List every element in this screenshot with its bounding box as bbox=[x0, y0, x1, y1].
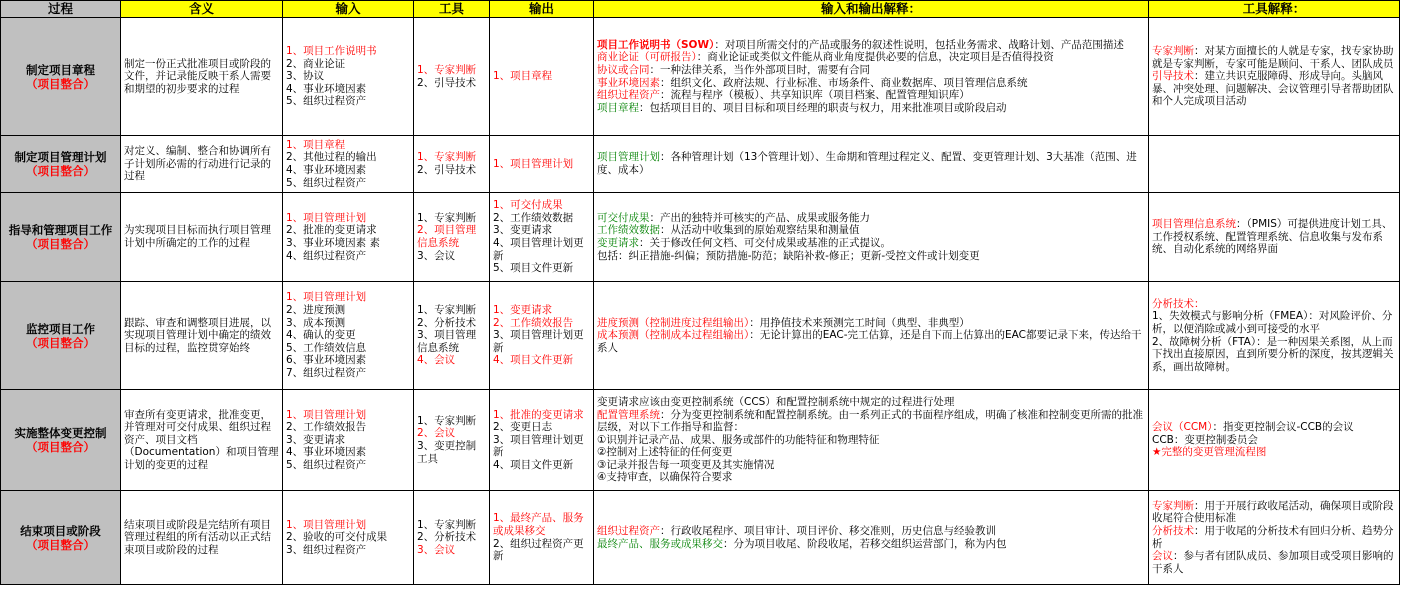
io-explain-line bbox=[597, 525, 1145, 538]
tools-explain-line bbox=[1152, 336, 1396, 374]
output-item: 1、最终产品、服务或成果移交 bbox=[493, 512, 584, 537]
table-row bbox=[1, 491, 1400, 585]
tools-cell bbox=[414, 390, 490, 491]
outputs-cell bbox=[490, 282, 594, 390]
explain-label: 项目管理信息系统 bbox=[1152, 218, 1236, 231]
tool-item: 2、引导技术 bbox=[417, 164, 477, 176]
tool-item: 1、专家判断 bbox=[417, 518, 477, 531]
tool-item: 3、会议 bbox=[417, 249, 456, 262]
io-explain-line bbox=[597, 89, 1145, 102]
meaning-cell: 制定一份正式批准项目或阶段的文件，并记录能反映干系人需要和期望的初步要求的过程 bbox=[121, 18, 283, 136]
io-explain-cell bbox=[594, 282, 1149, 390]
outputs-cell bbox=[490, 18, 594, 136]
input-item: 5、组织过程资产 bbox=[286, 176, 367, 189]
tools-explain-cell bbox=[1149, 282, 1400, 390]
io-explain-line bbox=[597, 64, 1145, 77]
input-item: 2、批准的变更请求 bbox=[286, 224, 377, 237]
explain-label: 成本预测（控制成本过程组输出） bbox=[597, 329, 750, 342]
explain-text: 包括：纠正措施-纠偏；预防措施-防范；缺陷补救-修正；更新-受控文件或计划变更 bbox=[597, 249, 980, 262]
tool-item: 4、会议 bbox=[417, 354, 456, 367]
tools-explain-line bbox=[1152, 298, 1396, 311]
input-item: 2、商业论证 bbox=[286, 57, 346, 70]
io-explain-line bbox=[597, 77, 1145, 90]
header-outputs: 输出 bbox=[490, 1, 594, 18]
input-item: 1、项目管理计划 bbox=[286, 518, 367, 531]
output-item: 3、项目管理计划更新 bbox=[493, 329, 584, 354]
header-io-explain: 输入和输出解释： bbox=[594, 1, 1149, 18]
explain-text: ：对某方面擅长的人就是专家，找专家协助就是专家判断，专家可能是顾问、干系人、团队成员 bbox=[1152, 45, 1394, 70]
tool-item: 3、项目管理信息系统 bbox=[417, 329, 477, 354]
explain-text: CCB：变更控制委员会 bbox=[1152, 433, 1258, 446]
input-item: 5、工作绩效信息 bbox=[286, 341, 367, 354]
explain-text: ：流程与程序（模板）、共享知识库（项目档案、配置管理知识库） bbox=[660, 89, 970, 102]
tool-item: 2、分析技术 bbox=[417, 531, 477, 544]
header-process: 过程 bbox=[1, 1, 121, 18]
process-cell bbox=[1, 390, 121, 491]
explain-text: ③记录并报告每一项变更及其实施情况 bbox=[597, 458, 775, 471]
io-explain-line bbox=[597, 39, 1145, 52]
tools-explain-line bbox=[1152, 434, 1396, 447]
output-item: 3、变更请求 bbox=[493, 224, 553, 237]
explain-text: ：关于修改任何文档、可交付成果或基准的正式提议。 bbox=[639, 237, 891, 249]
inputs-cell bbox=[283, 282, 414, 390]
inputs-cell bbox=[283, 193, 414, 282]
meaning-cell: 为实现项目目标而执行项目管理计划中所确定的工作的过程 bbox=[121, 193, 283, 282]
output-item: 1、可交付成果 bbox=[493, 199, 563, 212]
input-item: 7、组织过程资产 bbox=[286, 366, 367, 379]
input-item: 5、组织过程资产 bbox=[286, 458, 367, 471]
header-tools-explain: 工具解释： bbox=[1149, 1, 1400, 18]
input-item: 4、事业环境因素 bbox=[286, 164, 367, 176]
explain-text: 2、故障树分析（FTA）：是一种因果关系图，从上而下找出直接原因，直到所要分析的深度，按其逻辑关系，画出故障树。 bbox=[1152, 335, 1394, 373]
tool-item: 1、专家判断 bbox=[417, 63, 477, 76]
explain-label: 配置管理系统 bbox=[597, 408, 660, 421]
explain-label: 专家判断 bbox=[1152, 45, 1194, 58]
header-inputs: 输入 bbox=[283, 1, 414, 18]
output-item: 4、项目管理计划更新 bbox=[493, 237, 584, 262]
output-item: 1、项目管理计划 bbox=[493, 157, 574, 170]
process-name: 结束项目或阶段 bbox=[20, 523, 101, 538]
knowledge-area: （项目整合） bbox=[26, 335, 95, 350]
explain-text: ：行政收尾程序、项目审计、项目评价、移交准则，历史信息与经验教训 bbox=[660, 524, 996, 537]
input-item: 5、组织过程资产 bbox=[286, 95, 367, 108]
input-item: 3、事业环境因素 素 bbox=[286, 237, 381, 249]
input-item: 2、工作绩效报告 bbox=[286, 421, 367, 434]
io-explain-line bbox=[597, 446, 1145, 459]
explain-text: ：商业论证或类似文件能从商业角度提供必要的信息，决定项目是否值得投资 bbox=[696, 51, 1054, 64]
input-item: 1、项目管理计划 bbox=[286, 211, 367, 224]
process-name: 实施整体变更控制 bbox=[14, 426, 107, 440]
inputs-cell bbox=[283, 491, 414, 585]
input-item: 1、项目管理计划 bbox=[286, 408, 367, 421]
tools-explain-line bbox=[1152, 70, 1396, 108]
process-name: 制定项目管理计划 bbox=[14, 150, 107, 164]
outputs-cell bbox=[490, 491, 594, 585]
tools-explain-line bbox=[1152, 500, 1396, 525]
explain-label: 专家判断 bbox=[1152, 499, 1194, 512]
tools-explain-line bbox=[1152, 525, 1396, 550]
tools-cell bbox=[414, 136, 490, 193]
io-explain-line bbox=[597, 224, 1145, 237]
io-explain-line bbox=[597, 329, 1145, 354]
io-explain-cell bbox=[594, 18, 1149, 136]
input-item: 6、事业环境因素 bbox=[286, 354, 367, 367]
explain-text: ：用于收尾的分析技术有回归分析、趋势分析 bbox=[1152, 524, 1394, 550]
header-tools: 工具 bbox=[414, 1, 490, 18]
knowledge-area: （项目整合） bbox=[26, 164, 95, 178]
table-row bbox=[1, 18, 1400, 136]
outputs-cell bbox=[490, 390, 594, 491]
tools-explain-line bbox=[1152, 45, 1396, 70]
explain-text: ：对项目所需交付的产品或服务的叙述性说明，包括业务需求、战略计划、产品范围描述 bbox=[714, 38, 1124, 51]
output-item: 3、项目管理计划更新 bbox=[493, 433, 584, 459]
table-row bbox=[1, 136, 1400, 193]
io-explain-line bbox=[597, 396, 1145, 409]
output-item: 4、项目文件更新 bbox=[493, 458, 574, 471]
explain-text: ：各种管理计划（13个管理计划）、生命期和管理过程定义、配置、变更管理计划、3大基准（范围、进度、成本） bbox=[597, 151, 1137, 176]
explain-label: 分析技术： bbox=[1152, 297, 1205, 310]
output-item: 2、变更日志 bbox=[493, 421, 553, 434]
explain-text: ：分为变更控制系统和配置控制系统。由一系列正式的书面程序组成，明确了核准和控制变更所需的批准层级，对以下工作指导和监督： bbox=[597, 408, 1143, 434]
io-explain-cell bbox=[594, 193, 1149, 282]
tool-item: 1、专家判断 bbox=[417, 151, 477, 164]
explain-label: 项目章程 bbox=[597, 101, 639, 114]
explain-label: 项目管理计划 bbox=[597, 151, 660, 164]
tool-item: 3、变更控制工具 bbox=[417, 440, 477, 465]
explain-label: 可交付成果 bbox=[597, 211, 650, 224]
explain-text: ：包括项目目的、项目目标和项目经理的职责与权力，用来批准项目或阶段启动 bbox=[639, 101, 1007, 114]
input-item: 1、项目章程 bbox=[286, 138, 346, 151]
tool-item: 2、项目管理信息系统 bbox=[417, 224, 477, 249]
explain-label: 项目工作说明书（SOW） bbox=[597, 38, 715, 51]
input-item: 2、验收的可交付成果 bbox=[286, 531, 388, 544]
process-name: 制定项目章程 bbox=[26, 62, 95, 77]
tools-explain-cell bbox=[1149, 18, 1400, 136]
tool-item: 1、专家判断 bbox=[417, 304, 477, 317]
explain-text: ：建立共识克服障碍、形成导向。头脑风暴、冲突处理、问题解决、会议管理引导者帮助团队和个人完成项目活动 bbox=[1152, 70, 1394, 108]
process-cell bbox=[1, 136, 121, 193]
input-item: 3、成本预测 bbox=[286, 316, 346, 329]
io-explain-line bbox=[597, 459, 1145, 472]
table-row bbox=[1, 390, 1400, 491]
io-explain-cell bbox=[594, 136, 1149, 193]
knowledge-area: （项目整合） bbox=[26, 440, 95, 454]
input-item: 1、项目管理计划 bbox=[286, 291, 367, 304]
explain-label: 商业论证（可研报告） bbox=[597, 51, 697, 64]
tool-item: 2、引导技术 bbox=[417, 76, 477, 89]
explain-label: 会议（CCM） bbox=[1152, 421, 1213, 434]
io-explain-line bbox=[597, 102, 1145, 115]
explain-label: 会议 bbox=[1152, 550, 1173, 563]
knowledge-area: （项目整合） bbox=[26, 76, 95, 91]
explain-text: ：参与者有团队成员、参加项目或受项目影响的干系人 bbox=[1152, 550, 1394, 575]
explain-text: ：无论计算出的EAC-完工估算，还是自下而上估算出的EAC都要记录下来，传达给干系人 bbox=[597, 329, 1142, 354]
tool-item: 3、会议 bbox=[417, 543, 456, 556]
inputs-cell bbox=[283, 136, 414, 193]
explain-text: ：用于开展行政收尾活动，确保项目或阶段收尾符合使用标准 bbox=[1152, 499, 1394, 525]
tool-item: 1、专家判断 bbox=[417, 414, 477, 427]
tool-item: 2、会议 bbox=[417, 427, 456, 440]
explain-label: 组织过程资产 bbox=[597, 89, 660, 102]
io-explain-cell bbox=[594, 390, 1149, 491]
io-explain-line bbox=[597, 212, 1145, 225]
input-item: 4、确认的变更 bbox=[286, 329, 356, 342]
input-item: 4、组织过程资产 bbox=[286, 249, 367, 262]
process-cell bbox=[1, 193, 121, 282]
output-item: 1、变更请求 bbox=[493, 304, 553, 317]
input-item: 2、其他过程的输出 bbox=[286, 151, 377, 164]
explain-text: ：从活动中收集到的原始观察结果和测量值 bbox=[660, 224, 860, 237]
io-explain-line bbox=[597, 471, 1145, 484]
knowledge-area: （项目整合） bbox=[26, 237, 95, 251]
tools-cell bbox=[414, 18, 490, 136]
tools-cell bbox=[414, 491, 490, 585]
meaning-cell: 对定义、编制、整合和协调所有子计划所必需的行动进行记录的过程 bbox=[121, 136, 283, 193]
explain-label: ★完整的变更管理流程图 bbox=[1152, 446, 1267, 459]
inputs-cell bbox=[283, 18, 414, 136]
input-item: 3、变更请求 bbox=[286, 433, 346, 446]
output-item: 4、项目文件更新 bbox=[493, 354, 574, 367]
input-item: 2、进度预测 bbox=[286, 304, 346, 317]
explain-label: 事业环境因素 bbox=[597, 76, 660, 89]
table-row bbox=[1, 282, 1400, 390]
table-row bbox=[1, 193, 1400, 282]
tools-explain-cell bbox=[1149, 491, 1400, 585]
io-explain-line bbox=[597, 250, 1145, 263]
tools-explain-line bbox=[1152, 550, 1396, 575]
io-explain-line bbox=[597, 538, 1145, 551]
explain-label: 组织过程资产 bbox=[597, 524, 660, 537]
outputs-cell bbox=[490, 193, 594, 282]
io-explain-line bbox=[597, 151, 1145, 176]
input-item: 4、事业环境因素 bbox=[286, 446, 367, 459]
input-item: 1、项目工作说明书 bbox=[286, 45, 377, 58]
explain-label: 最终产品、服务或成果移交 bbox=[597, 537, 723, 550]
process-cell bbox=[1, 282, 121, 390]
input-item: 3、协议 bbox=[286, 70, 325, 83]
tools-explain-line bbox=[1152, 310, 1396, 335]
io-explain-line bbox=[597, 409, 1145, 434]
explain-text: ：产出的独特并可核实的产品、成果或服务能力 bbox=[649, 211, 870, 224]
meaning-cell: 审查所有变更请求，批准变更，并管理对可交付成果、组织过程资产、项目文档（Documentation）和项目管理计划的变更的过程 bbox=[121, 390, 283, 491]
output-item: 1、项目章程 bbox=[493, 70, 553, 83]
header-row bbox=[1, 1, 1400, 18]
tools-explain-cell bbox=[1149, 390, 1400, 491]
explain-label: 引导技术 bbox=[1152, 70, 1194, 83]
tools-explain-line bbox=[1152, 446, 1396, 459]
explain-label: 协议或合同 bbox=[597, 63, 650, 76]
explain-text: ：组织文化、政府法规、行业标准、市场条件、商业数据库、项目管理信息系统 bbox=[660, 76, 1028, 89]
explain-text: ①识别并记录产品、成果、服务或部件的功能特征和物理特征 bbox=[597, 433, 880, 446]
output-item: 1、批准的变更请求 bbox=[493, 408, 584, 421]
explain-text: ：用挣值技术来预测完工时间（典型、非典型） bbox=[749, 316, 970, 329]
input-item: 4、事业环境因素 bbox=[286, 82, 367, 95]
explain-label: 分析技术 bbox=[1152, 524, 1194, 537]
tools-explain-cell bbox=[1149, 193, 1400, 282]
tools-cell bbox=[414, 282, 490, 390]
tools-cell bbox=[414, 193, 490, 282]
io-explain-line bbox=[597, 434, 1145, 447]
tools-explain-line bbox=[1152, 218, 1396, 256]
process-cell bbox=[1, 18, 121, 136]
tool-item: 2、分析技术 bbox=[417, 316, 477, 329]
process-cell bbox=[1, 491, 121, 585]
header-meaning: 含义 bbox=[121, 1, 283, 18]
tool-item: 1、专家判断 bbox=[417, 211, 477, 224]
explain-text: ：分为项目收尾、阶段收尾，若移交组织运营部门，称为内包 bbox=[723, 537, 1007, 550]
io-explain-line bbox=[597, 51, 1145, 64]
explain-label: 进度预测（控制进度过程组输出） bbox=[597, 316, 750, 329]
explain-text: ：一种法律关系，当作外部项目时，需要有合同 bbox=[649, 63, 870, 76]
tools-explain-cell bbox=[1149, 136, 1400, 193]
explain-text: 1、失效模式与影响分析（FMEA）：对风险评价、分析，以便消除或减小到可接受的水平 bbox=[1152, 310, 1393, 335]
io-explain-line bbox=[597, 237, 1145, 250]
output-item: 2、工作绩效报告 bbox=[493, 316, 574, 329]
knowledge-area: （项目整合） bbox=[26, 537, 95, 552]
outputs-cell bbox=[490, 136, 594, 193]
meaning-cell: 结束项目或阶段是完结所有项目管理过程组的所有活动以正式结束项目或阶段的过程 bbox=[121, 491, 283, 585]
explain-text: ：（PMIS）可提供进度计划工具、工作授权系统、配置管理系统、信息收集与发布系统、自动化系统的网络界面 bbox=[1152, 218, 1393, 256]
explain-text: ②控制对上述特征的任何变更 bbox=[597, 446, 733, 459]
meaning-cell: 跟踪、审查和调整项目进展，以实现项目管理计划中确定的绩效目标的过程，监控贯穿始终 bbox=[121, 282, 283, 390]
explain-text: ④支持审查，以确保符合要求 bbox=[597, 471, 733, 484]
io-explain-cell bbox=[594, 491, 1149, 585]
output-item: 2、组织过程资产更新 bbox=[493, 537, 584, 563]
output-item: 2、工作绩效数据 bbox=[493, 211, 574, 224]
input-item: 3、组织过程资产 bbox=[286, 543, 367, 556]
explain-label: 变更请求 bbox=[597, 237, 639, 249]
io-explain-line bbox=[597, 317, 1145, 330]
tools-explain-line bbox=[1152, 421, 1396, 434]
explain-text: ：指变更控制会议-CCB的会议 bbox=[1212, 421, 1354, 434]
process-name: 监控项目工作 bbox=[26, 321, 95, 336]
explain-label: 工作绩效数据 bbox=[597, 224, 660, 237]
output-item: 5、项目文件更新 bbox=[493, 262, 574, 275]
explain-text: 变更请求应该由变更控制系统（CCS）和配置控制系统中规定的过程进行处理 bbox=[597, 395, 955, 408]
inputs-cell bbox=[283, 390, 414, 491]
process-name: 指导和管理项目工作 bbox=[8, 223, 113, 237]
